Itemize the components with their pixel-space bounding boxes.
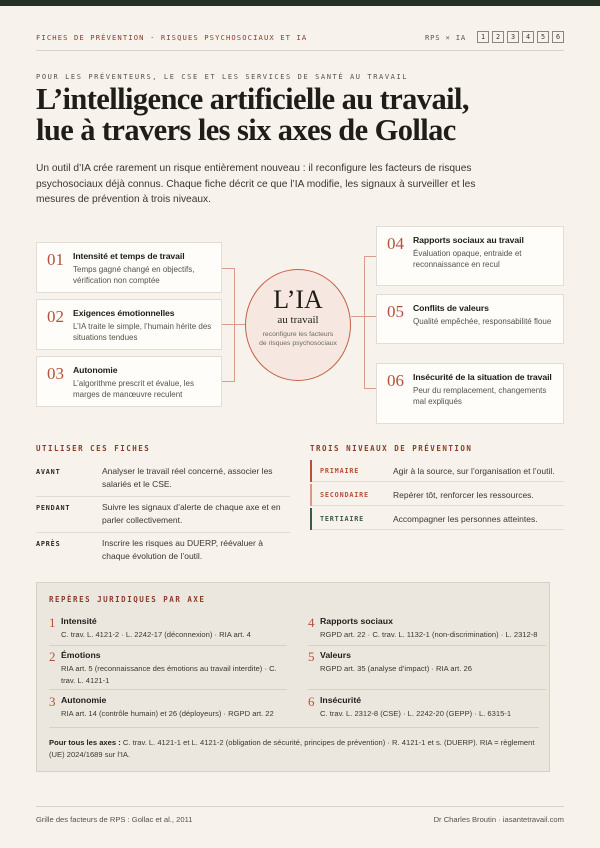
title-line-1: L’intelligence artificielle au travail, — [36, 82, 469, 116]
legal-general-note — [49, 737, 539, 760]
legal-number: 3 — [49, 694, 56, 709]
axis-number: 04 — [387, 234, 404, 253]
legal-text: C. trav. L. 2312-8 (CSE) · L. 2242-20 (GEPP) · L. 6315-1 — [320, 709, 512, 718]
axis-description: L’algorithme prescrit et évalue, les marges de manœuvre reculent — [73, 379, 194, 399]
level-color-bar — [310, 460, 312, 482]
legal-item-4 — [308, 616, 544, 641]
level-secondary — [310, 484, 564, 506]
axis-description: Qualité empêchée, responsabilité floue — [413, 317, 552, 326]
axis-card-6 — [376, 363, 564, 424]
axis-title: Conflits de valeurs — [413, 303, 489, 313]
connector — [234, 268, 235, 382]
usage-heading: UTILISER CES FICHES — [36, 444, 151, 453]
legal-text: RIA art. 14 (contrôle humain) et 26 (déployeurs) · RGPD art. 22 — [61, 709, 274, 718]
center-caption: reconfigure les facteurs de risques psychosociaux — [259, 331, 337, 347]
legal-number: 1 — [49, 615, 56, 630]
level-tertiary — [310, 508, 564, 530]
center-title: L’IA — [273, 285, 323, 314]
legal-divider — [49, 727, 539, 728]
page-link-1[interactable]: 1 — [477, 31, 489, 43]
footer-divider — [36, 806, 564, 807]
connector — [364, 388, 376, 389]
legal-number: 4 — [308, 615, 315, 630]
legal-text: RGPD art. 35 (analyse d’impact) · RIA art. 26 — [320, 664, 472, 673]
usage-label: AVANT — [36, 468, 61, 476]
axis-card-1 — [36, 242, 222, 293]
page-nav — [425, 31, 564, 43]
usage-text: Analyser le travail réel concerné, associer les salariés et le CSE. — [102, 466, 273, 489]
legal-number: 5 — [308, 649, 315, 664]
title-line-2: lue à travers les six axes de Gollac — [36, 113, 456, 147]
axis-title: Insécurité de la situation de travail — [413, 372, 552, 382]
axis-title: Rapports sociaux au travail — [413, 235, 524, 245]
legal-item-2 — [49, 650, 285, 686]
legal-title: Insécurité — [320, 695, 362, 705]
axis-card-5 — [376, 294, 564, 344]
intro-paragraph: Un outil d’IA crée rarement un risque entièrement nouveau : il reconfigure les facteurs de risques psychosociaux déjà connus. Chaque fiche décrit ce que l’IA modifie, les signaux à surveiller et les mesures de prévention à trois niveaux. — [36, 163, 476, 205]
legal-text: RIA art. 5 (reconnaissance des émotions au travail interdite) · C. trav. L. 4121-1 — [61, 664, 277, 685]
page-link-4[interactable]: 4 — [522, 31, 534, 43]
levels-heading: TROIS NIVEAUX DE PRÉVENTION — [310, 444, 473, 453]
axis-title: Intensité et temps de travail — [73, 251, 185, 261]
legal-title: Valeurs — [320, 650, 351, 660]
footer-source: Grille des facteurs de RPS : Gollac et al., 2011 — [36, 815, 193, 824]
usage-row-during — [36, 501, 290, 533]
connector — [364, 256, 376, 257]
level-text: Accompagner les personnes atteintes. — [393, 513, 538, 524]
ai-center-circle — [245, 269, 351, 381]
axis-title: Autonomie — [73, 365, 118, 375]
axis-number: 03 — [47, 364, 64, 383]
level-text: Agir à la source, sur l’organisation et l’outil. — [393, 465, 555, 476]
axis-title: Exigences émotionnelles — [73, 308, 175, 318]
axis-description: L’IA traite le simple, l’humain hérite des situations tendues — [73, 322, 212, 342]
usage-text: Inscrire les risques au DUERP, réévaluer à chaque évolution de l’outil. — [102, 538, 263, 561]
page-title — [36, 84, 469, 146]
legal-divider — [49, 645, 287, 646]
legal-item-6 — [308, 695, 544, 720]
level-primary — [310, 460, 564, 482]
legal-title: Intensité — [61, 616, 97, 626]
page-link-5[interactable]: 5 — [537, 31, 549, 43]
axis-card-3 — [36, 356, 222, 407]
page-link-2[interactable]: 2 — [492, 31, 504, 43]
axis-description: Temps gagné changé en objectifs, vérification non comptée — [73, 265, 195, 285]
axis-card-2 — [36, 299, 222, 350]
usage-label: PENDANT — [36, 504, 71, 512]
level-color-bar — [310, 508, 312, 530]
legal-references-box — [36, 582, 550, 772]
axis-number: 01 — [47, 250, 64, 269]
level-text: Repérer tôt, renforcer les ressources. — [393, 489, 534, 500]
page-link-3[interactable]: 3 — [507, 31, 519, 43]
legal-number: 6 — [308, 694, 315, 709]
page-link-6[interactable]: 6 — [552, 31, 564, 43]
connector — [222, 381, 234, 382]
center-subtitle: au travail — [277, 314, 319, 326]
audience-line: POUR LES PRÉVENTEURS, LE CSE ET LES SERVICES DE SANTÉ AU TRAVAIL — [36, 73, 409, 81]
legal-item-3 — [49, 695, 285, 720]
page-header — [36, 26, 564, 48]
legal-text: C. trav. L. 4121-2 · L. 2242-17 (déconnexion) · RIA art. 4 — [61, 630, 251, 639]
series-kicker: FICHES DE PRÉVENTION · RISQUES PSYCHOSOCIAUX ET IA — [36, 32, 308, 42]
axis-description: Peur du remplacement, changements mal expliqués — [413, 386, 547, 406]
legal-text: RGPD art. 22 · C. trav. L. 1132-1 (non-discrimination) · L. 2312-8 — [320, 630, 538, 639]
legal-title: Émotions — [61, 650, 101, 660]
legal-note-text: C. trav. L. 4121-1 et L. 4121-2 (obligation de sécurité, principes de prévention) · R. 4121-1 et s. (DUERP). RIA = règlement (UE) 2024/1689 sur l’IA. — [49, 738, 535, 759]
usage-row-after — [36, 537, 290, 568]
axis-number: 06 — [387, 371, 404, 390]
connector — [364, 256, 365, 389]
axis-description: Évaluation opaque, entraide et reconnaissance en recul — [413, 249, 522, 269]
usage-label: APRÈS — [36, 540, 61, 548]
legal-divider — [49, 689, 287, 690]
legal-heading: REPÈRES JURIDIQUES PAR AXE — [49, 595, 206, 604]
legal-item-1 — [49, 616, 285, 641]
series-tag: RPS × IA — [424, 32, 466, 42]
axis-number: 02 — [47, 307, 64, 326]
footer-author[interactable]: Dr Charles Broutin · iasantetravail.com — [433, 815, 564, 824]
level-label: SECONDAIRE — [320, 490, 369, 499]
level-label: TERTIAIRE — [320, 514, 365, 523]
top-accent-bar — [0, 0, 600, 6]
legal-number: 2 — [49, 649, 56, 664]
legal-divider — [308, 689, 546, 690]
legal-divider — [308, 645, 546, 646]
axis-card-4 — [376, 226, 564, 286]
level-color-bar — [310, 484, 312, 506]
header-divider — [36, 50, 564, 51]
level-label: PRIMAIRE — [320, 466, 360, 475]
legal-title: Autonomie — [61, 695, 107, 705]
legal-note-label: Pour tous les axes : — [49, 738, 121, 747]
legal-item-5 — [308, 650, 544, 675]
usage-text: Suivre les signaux d’alerte de chaque axe et en parler collectivement. — [102, 502, 281, 525]
usage-row-before — [36, 465, 290, 497]
legal-title: Rapports sociaux — [320, 616, 393, 626]
axis-number: 05 — [387, 302, 404, 321]
connector — [222, 268, 234, 269]
